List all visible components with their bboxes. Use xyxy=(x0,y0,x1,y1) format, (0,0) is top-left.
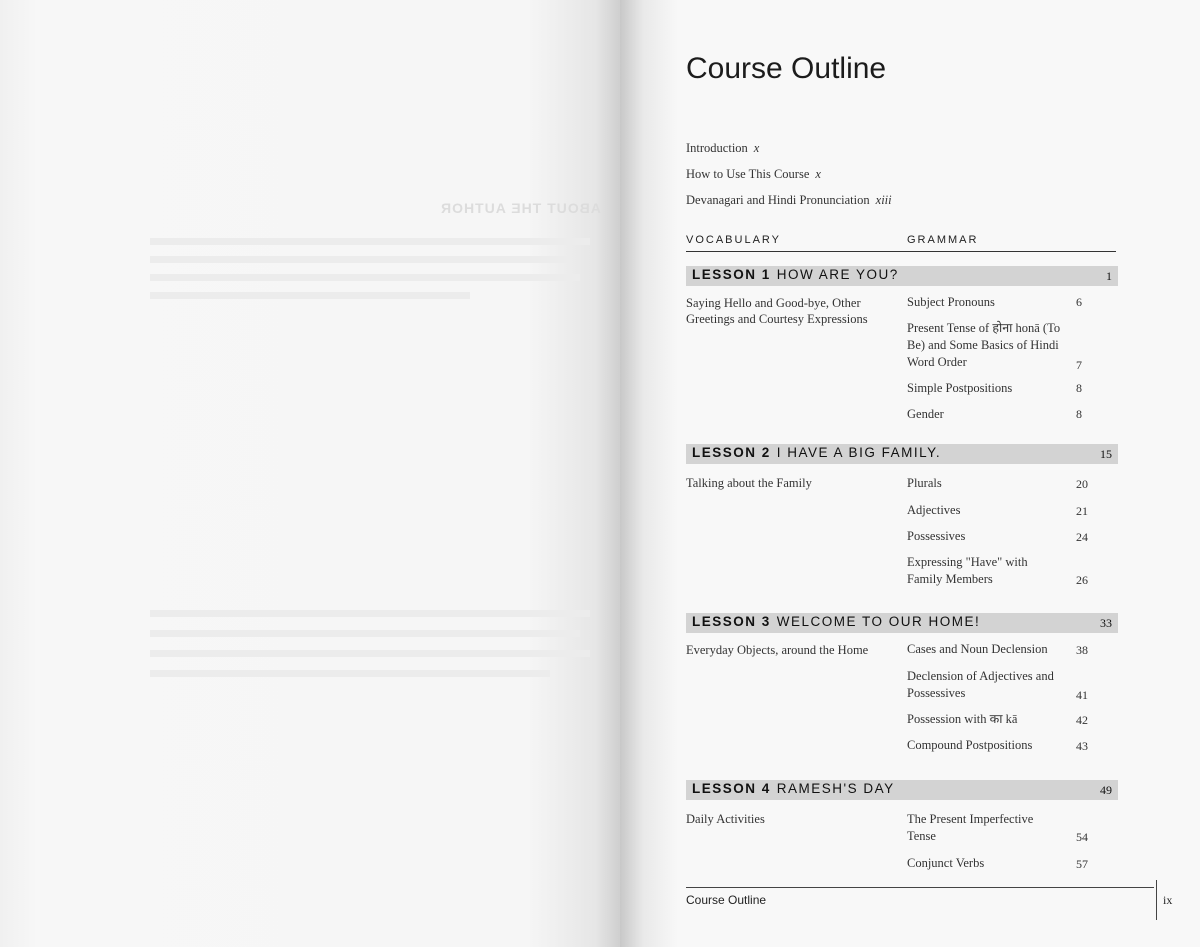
header-rule xyxy=(686,251,1116,252)
lesson-banner: LESSON 4 RAMESH'S DAY 49 xyxy=(686,780,1118,800)
footer-rule xyxy=(686,887,1154,888)
bleed-through-line xyxy=(150,670,550,677)
grammar-page: 43 xyxy=(1076,739,1088,753)
grammar-topic: Plurals xyxy=(907,476,942,490)
grammar-topic: Present Tense of होना honā (To Be) and Some Basics of Hindi Word Order xyxy=(907,321,1061,369)
grammar-topic: Gender xyxy=(907,407,944,421)
grammar-page: 7 xyxy=(1076,358,1082,372)
grammar-topic: Declension of Adjectives and Possessives xyxy=(907,669,1054,700)
lesson-banner: LESSON 2 I HAVE A BIG FAMILY. 15 xyxy=(686,444,1118,464)
intro-item: Devanagari and Hindi Pronunciation xiii xyxy=(686,193,892,207)
bleed-through-heading: ABOUT THE AUTHOR xyxy=(440,200,601,216)
grammar-page: 6 xyxy=(1076,295,1082,309)
grammar-page: 42 xyxy=(1076,713,1088,727)
footer-title: Course Outline xyxy=(686,893,767,907)
vocabulary-entry: Talking about the Family xyxy=(686,476,812,490)
grammar-topic: Compound Postpositions xyxy=(907,738,1033,752)
page-title: Course Outline xyxy=(686,52,887,85)
grammar-page: 21 xyxy=(1076,504,1088,518)
grammar-page: 57 xyxy=(1076,857,1088,871)
bleed-through-line xyxy=(150,610,590,617)
grammar-topic: Expressing "Have" with Family Members xyxy=(907,555,1028,586)
footer-divider xyxy=(1156,880,1157,920)
grammar-page: 8 xyxy=(1076,381,1082,395)
vocabulary-entry: Daily Activities xyxy=(686,812,765,826)
grammar-topic: Possessives xyxy=(907,529,966,543)
bleed-through-line xyxy=(150,238,590,245)
grammar-page: 8 xyxy=(1076,407,1082,421)
grammar-topic: The Present Imperfective Tense xyxy=(907,812,1034,843)
grammar-page: 24 xyxy=(1076,530,1088,544)
grammar-topic: Conjunct Verbs xyxy=(907,856,985,870)
bleed-through-line xyxy=(150,292,470,299)
bleed-through-line xyxy=(150,274,580,281)
grammar-topic: Subject Pronouns xyxy=(907,295,995,309)
footer-page-number: ix xyxy=(1163,893,1173,907)
grammar-page: 41 xyxy=(1076,688,1088,702)
grammar-topic: Cases and Noun Declension xyxy=(907,642,1048,656)
vocabulary-column-header: VOCABULARY xyxy=(686,234,781,246)
grammar-page: 38 xyxy=(1076,643,1088,657)
grammar-page: 54 xyxy=(1076,830,1088,844)
bleed-through-line xyxy=(150,650,590,657)
bleed-through-line xyxy=(150,630,580,637)
grammar-topic: Adjectives xyxy=(907,503,961,517)
grammar-page: 20 xyxy=(1076,477,1088,491)
grammar-page: 26 xyxy=(1076,573,1088,587)
grammar-topic: Possession with का kā xyxy=(907,712,1018,726)
intro-item: Introduction x xyxy=(686,141,760,155)
grammar-topic: Simple Postpositions xyxy=(907,381,1013,395)
bleed-through-line xyxy=(150,256,570,263)
lesson-banner: LESSON 1 HOW ARE YOU? 1 xyxy=(686,266,1118,286)
vocabulary-entry: Everyday Objects, around the Home xyxy=(686,643,869,657)
lesson-banner: LESSON 3 WELCOME TO OUR HOME! 33 xyxy=(686,613,1118,633)
intro-item: How to Use This Course x xyxy=(686,167,821,181)
grammar-column-header: GRAMMAR xyxy=(907,234,979,246)
vocabulary-entry: Saying Hello and Good-bye, Other Greetings and Courtesy Expressions xyxy=(686,296,868,326)
